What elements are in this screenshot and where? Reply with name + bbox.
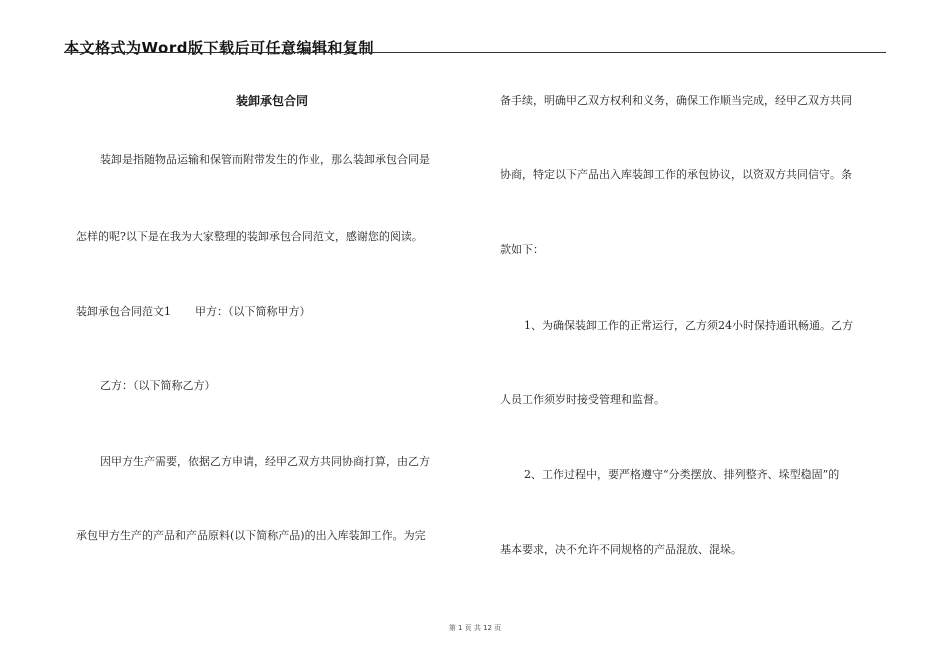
paragraph-line: 因甲方生产需要，依据乙方申请，经甲乙双方共同协商打算，由乙方: [100, 455, 430, 468]
paragraph-line: 承包甲方生产的产品和产品原料(以下简称产品)的出入库装卸工作。为完: [76, 529, 426, 542]
contract-sample-label: 装卸承包合同范文1: [76, 305, 171, 318]
document-title: 装卸承包合同: [235, 94, 308, 108]
paragraph-line: 人员工作须岁时接受管理和监督。: [500, 393, 665, 406]
page-number: 第 1 页 共 12 页: [448, 624, 502, 632]
paragraph-line: 怎样的呢?以下是在我为大家整理的装卸承包合同范文，感谢您的阅读。: [76, 230, 423, 243]
party-a-label: 甲方：（以下简称甲方）: [195, 305, 311, 318]
paragraph-line: [76, 306, 311, 317]
paragraph-line: 款如下：: [500, 243, 544, 256]
clause-2-line: 2、工作过程中，要严格遵守“分类摆放、排列整齐、垛型稳固”的: [524, 468, 840, 481]
paragraph-line: 装卸是指随物品运输和保管而附带发生的作业，那么装卸承包合同是: [100, 153, 430, 166]
paragraph-line: 备手续，明确甲乙双方权利和义务，确保工作顺当完成，经甲乙双方共同: [500, 94, 852, 107]
header-divider: [64, 52, 886, 53]
party-b-label: 乙方：（以下简称乙方）: [100, 379, 216, 392]
clause-1-line: 1、为确保装卸工作的正常运行，乙方须24小时保持通讯畅通。乙方: [524, 319, 853, 332]
paragraph-line: 协商，特定以下产品出入库装卸工作的承包协议，以资双方共同信守。条: [500, 168, 852, 181]
document-header: 本文格式为Word版下载后可任意编辑和复制: [64, 39, 374, 57]
paragraph-line: 基本要求，决不允许不同规格的产品混放、混垛。: [500, 543, 742, 556]
